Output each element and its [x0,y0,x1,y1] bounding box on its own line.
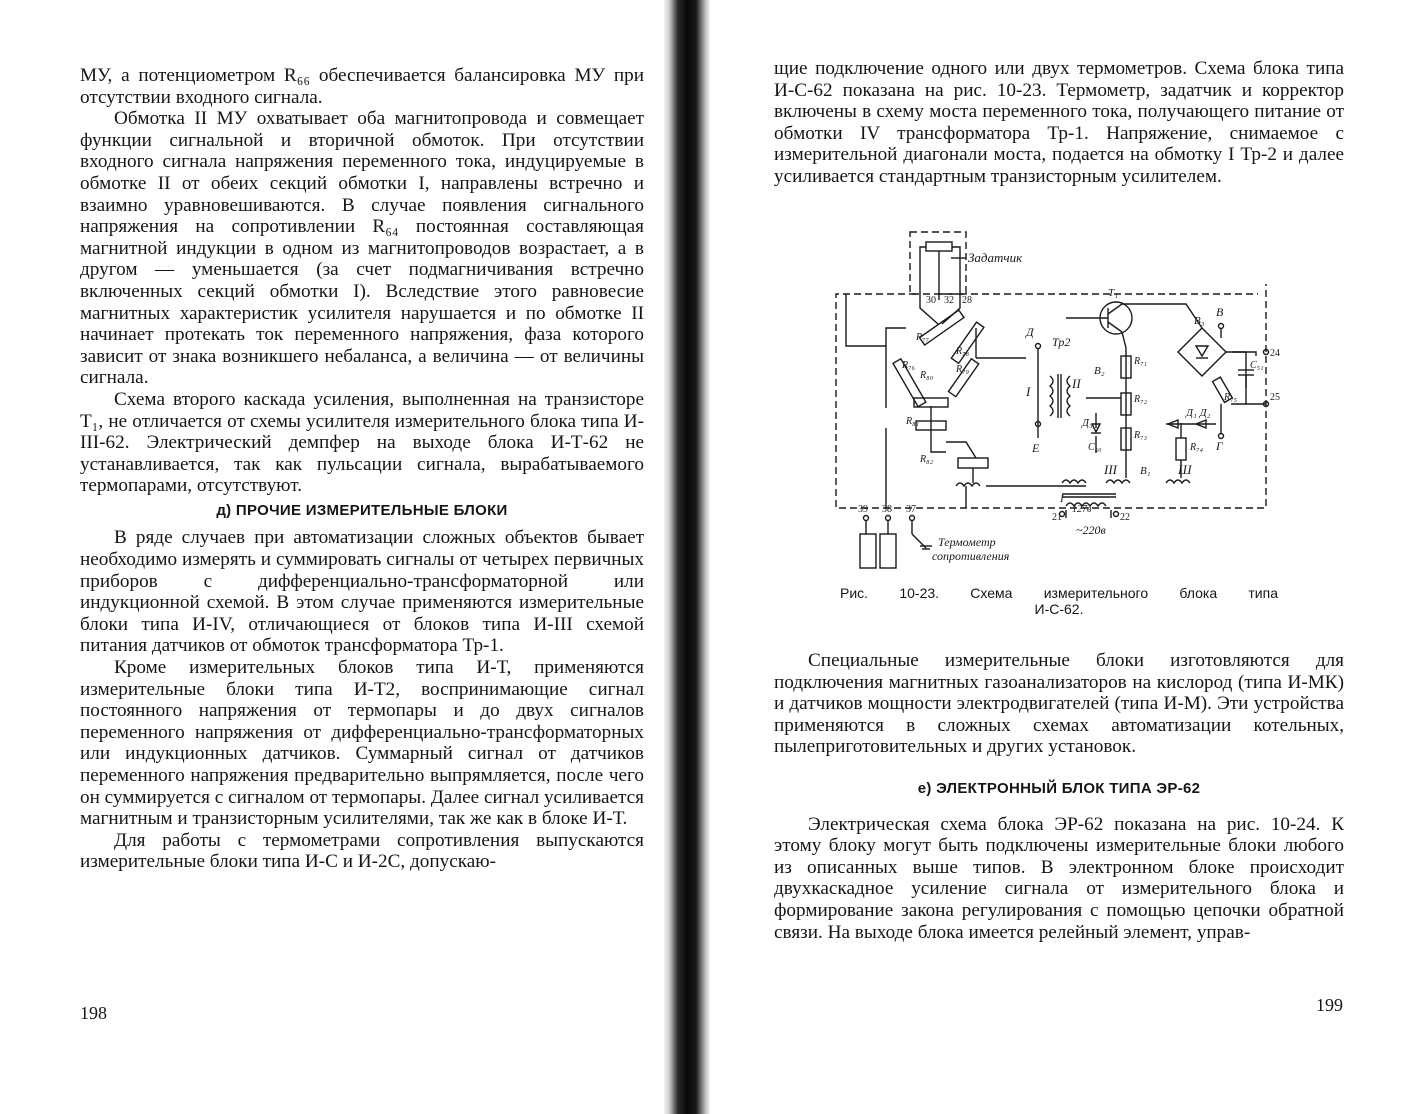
label-r76: R₇₆ [902,360,916,371]
label-winding-iii: III [1104,462,1117,477]
book-gutter [664,0,710,1114]
paragraph: Специальные измерительные блоки изготовляются для подключения магнитных газоанализаторов на кислород (типа И-МК) и датчиков мощности электродвигателей (типа И-М). Эти устройства применяются в сложных схемах автоматизации котельных, пылеприготовительных и других установок. [774,650,1344,758]
section-heading: д) ПРОЧИЕ ИЗМЕРИТЕЛЬНЫЕ БЛОКИ [216,501,508,519]
caption-word: измерительного [1043,585,1149,601]
terminal-39: 39 [858,504,868,515]
figure-caption [840,585,1278,617]
label-resistance: сопротивления [932,549,1010,563]
caption-word: 10-23. [899,585,940,601]
label-winding-i: I [1026,384,1031,399]
terminal-25: 25 [1270,392,1280,403]
caption-word: блока [1179,585,1218,601]
label-v1: В₁ [1140,465,1151,477]
label-g: Г [1216,439,1223,453]
output-section [1166,324,1269,439]
label-v3: В₃ [1194,315,1205,327]
left-text-column [80,65,644,873]
label-v2: В₂ [1094,365,1105,377]
caption-word: Рис. [840,585,869,601]
transistor-t1 [1066,302,1202,478]
label-r74: R₇₄ [1190,442,1204,453]
label-ac220: ~220в [1076,523,1106,537]
paragraph: МУ, а потенциометром R₆₆ обеспечивается балансировка МУ при отсутствии входного сигнала. [80,65,644,108]
bridge-network [846,294,1026,483]
terminal-37: 37 [906,504,916,515]
zadatchik-potentiometer [920,242,966,300]
label-r72: R₇₂ [1134,394,1148,405]
label-winding-i-supply: I [1060,493,1064,505]
right-page [710,0,1423,1114]
terminal-24: 24 [1270,348,1280,359]
label-127v: 127в [1072,504,1092,515]
dashed-enclosure [836,232,1266,508]
label-winding-ii: II [1072,376,1081,391]
section-heading: е) ЭЛЕКТРОННЫЙ БЛОК ТИПА ЭР-62 [917,779,1201,797]
label-r75: R₇₅ [1224,392,1238,403]
label-r78: R₇₈ [956,346,970,357]
paragraph: Схема второго каскада усиления, выполненная на транзисторе T₁, не отличается от схемы усилителя измерительного блока типа И-III-62. Электрический демпфер на выходе блока И-Т-62 не устанавливается, так как пульсации сигнала, вырабатываемого термопарами, отсутствуют. [80,388,644,497]
label-t1: T₁ [1108,287,1118,299]
page-number: 199 [1316,995,1343,1015]
right-text-column-top [774,58,1344,188]
terminal-38: 38 [882,504,892,515]
label-c51: C₅₁ [1250,360,1264,371]
label-r77: R₇₇ [916,332,930,343]
label-r71: R₇₁ [1134,356,1148,367]
paragraph: Обмотка II МУ охватывает оба магнитопровода и совмещает функции сигнальной и вторичной обмоток. При отсутствии входного сигнала напряжения переменного тока, индуцируемые в обмотке II от обеих секций обмотки I, направлены встречно и взаимно уравновешиваются. В случае появления сигнального напряжения на сопротивлении R₆₄ постоянная составляющая магнитной индукции в одном из магнитопроводов возрастает, а в другом — уменьшается (за счет подмагничивания встречно включенных секций обмотки I). Вследствие этого равновесие магнитных характеристик усилителя нарушается и по обмотке II начинает протекать ток переменного напряжения, фаза которого зависит от знака возникшего небаланса, а величина — от величины сигнала. [80,108,644,389]
caption-word: типа [1248,585,1278,601]
label-d3: Д₃ [1082,417,1093,429]
caption-word: Схема [970,585,1013,601]
page-number: 198 [80,1003,107,1023]
terminal-28: 28 [962,295,972,306]
paragraph: Электрическая схема блока ЭР-62 показана на рис. 10-24. К этому блоку могут быть подключены измерительные блоки любого из описанных выше типов. В электронном блоке происходит двухкаскадное усиление сигнала от измерительного блока и формирование закона регулирования с помощью цепочки обратной связи. На выходе блока имеется релейный элемент, управ- [774,813,1344,943]
right-text-column-bottom [774,650,1344,943]
left-page [0,0,664,1114]
caption-line-2: И-С-62. [1034,601,1084,617]
label-b: В [1216,305,1224,319]
label-r73: R₇₃ [1134,430,1148,441]
label-c50: C₅₀ [1088,442,1102,453]
label-e: Е [1032,441,1040,455]
terminal-21: 21 [1052,512,1062,523]
terminal-30: 30 [926,295,936,306]
transformer-tr2 [1036,344,1071,439]
terminal-22: 22 [1120,512,1130,523]
label-r81: R₈₁ [906,416,920,427]
paragraph: В ряде случаев при автоматизации сложных объектов бывает необходимо измерять и суммировать сигналы от четырех первичных приборов с дифференциально-трансформаторной или индукционной схемой. В этом случае применяются измерительные блоки типа И-IV, отличающиеся от блоков типа И-III схемой питания датчиков от обмоток трансформатора Тр-1. [80,527,644,657]
label-d12: Д₁ Д₂ [1186,407,1211,419]
label-winding-sh: Ш [1178,462,1192,477]
terminal-32: 32 [944,295,954,306]
paragraph: Для работы с термометрами сопротивления выпускаются измерительные блоки типа И-С и И-2С, допускаю- [80,829,644,873]
label-thermometer: Термометр [938,535,996,549]
label-tr2: Тр2 [1052,335,1071,349]
circuit-diagram [826,228,1286,578]
label-r80: R₈₀ [920,370,934,381]
paragraph: Кроме измерительных блоков типа И-Т, применяются измерительные блоки типа И-Т2, воспринимающие сигнал постоянного напряжения от термопары и до двух сигналов переменного напряжения от дифференциально-трансформаторных или индукционных датчиков. Суммарный сигнал от датчиков переменного напряжения предварительно выпрямляется, после чего он суммируется с сигналом от термопары. Далее сигнал усиливается магнитным и транзисторным усилителями, так же как в блоке И-Т. [80,657,644,830]
paragraph: щие подключение одного или двух термометров. Схема блока типа И-С-62 показана на рис. 10-23. Термометр, задатчик и корректор включены в схему моста переменного тока, получающего питание от обмотки IV трансформатора Тр-1. Напряжение, снимаемое с измерительной диагонали моста, подается на обмотку I Тр-2 и далее усиливается стандартным транзисторным усилителем. [774,58,1344,187]
caption-line-1 [840,585,1278,601]
label-zadatchik: Задатчик [968,250,1023,265]
label-r79: R₇₉ [956,364,970,375]
label-d: Д [1026,325,1034,339]
label-r82: R₈₂ [920,454,934,465]
